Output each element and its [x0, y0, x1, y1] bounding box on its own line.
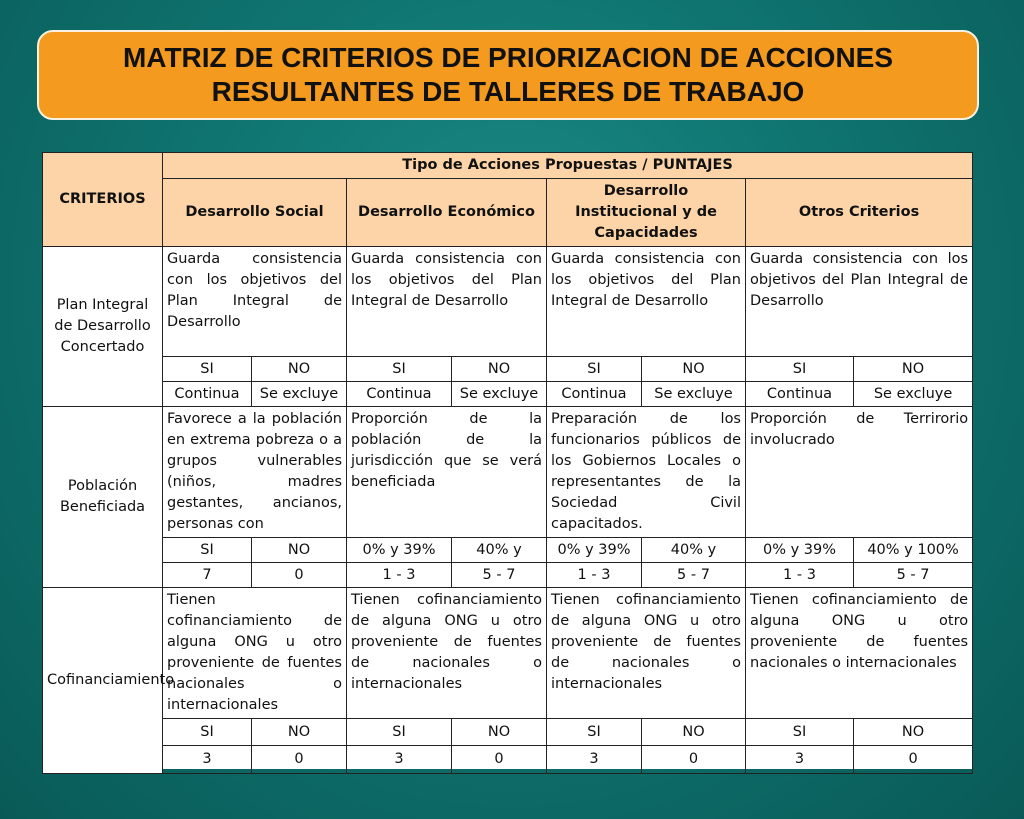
option-cell: NO [252, 538, 347, 563]
score-cell: 3 [347, 746, 452, 774]
score-cell: 0 [252, 746, 347, 774]
option-cell: NO [854, 357, 973, 382]
score-cell: 0 [252, 563, 347, 588]
option-cell: NO [252, 719, 347, 746]
score-cell: 3 [547, 746, 642, 774]
score-cell: Continua [163, 382, 252, 407]
score-cell: 1 - 3 [347, 563, 452, 588]
option-cell: NO [252, 357, 347, 382]
description-cell: Proporción de Terrirorio involucrado [746, 407, 973, 538]
score-cell: 5 - 7 [642, 563, 746, 588]
score-cell: 0 [642, 746, 746, 774]
group-header: Tipo de Acciones Propuestas / PUNTAJES [163, 153, 973, 179]
score-cell: 0 [452, 746, 547, 774]
description-cell: Tienen cofinanciamiento de alguna ONG u otro proveniente de fuentes nacionales o internacionales [746, 588, 973, 719]
criterios-header: CRITERIOS [43, 153, 163, 247]
description-cell: Favorece a la población en extrema pobreza o a grupos vulnerables (niños, madres gestantes, ancianos, personas con [163, 407, 347, 538]
score-cell: 3 [746, 746, 854, 774]
option-cell: NO [452, 719, 547, 746]
option-cell: 0% y 39% [347, 538, 452, 563]
option-cell: 40% y [452, 538, 547, 563]
option-cell: SI [163, 538, 252, 563]
score-cell: 5 - 7 [452, 563, 547, 588]
description-cell: Guarda consistencia con los objetivos del Plan Integral de Desarrollo [547, 247, 746, 357]
option-cell: NO [642, 719, 746, 746]
criteria-table [42, 152, 973, 774]
option-cell: 40% y [642, 538, 746, 563]
option-cell: NO [452, 357, 547, 382]
score-cell: Se excluye [642, 382, 746, 407]
option-cell: 40% y 100% [854, 538, 973, 563]
score-cell: 1 - 3 [746, 563, 854, 588]
option-cell: SI [347, 357, 452, 382]
title-line-1: MATRIZ DE CRITERIOS DE PRIORIZACION DE ACCIONES [122, 42, 894, 73]
column-header: Desarrollo Económico [347, 179, 547, 247]
description-cell: Guarda consistencia con los objetivos del Plan Integral de Desarrollo [163, 247, 347, 357]
title-banner [37, 30, 979, 120]
option-cell: SI [163, 357, 252, 382]
score-cell: Continua [746, 382, 854, 407]
criteria-matrix [42, 152, 972, 769]
option-cell: 0% y 39% [746, 538, 854, 563]
criterio-cell: Plan Integral de Desarrollo Concertado [43, 247, 163, 407]
score-cell: 5 - 7 [854, 563, 973, 588]
description-cell: Proporción de la población de la jurisdicción que se verá beneficiada [347, 407, 547, 538]
column-header: Desarrollo Institucional y de Capacidades [547, 179, 746, 247]
option-cell: SI [746, 357, 854, 382]
score-cell: Se excluye [854, 382, 973, 407]
option-cell: SI [746, 719, 854, 746]
description-cell: Preparación de los funcionarios públicos de los Gobiernos Locales o representantes de la Sociedad Civil capacitados. [547, 407, 746, 538]
description-cell: Guarda consistencia con los objetivos del Plan Integral de Desarrollo [347, 247, 547, 357]
option-cell: SI [547, 357, 642, 382]
criterio-cell: Cofinanciamiento [43, 588, 163, 774]
description-cell: Guarda consistencia con los objetivos del Plan Integral de Desarrollo [746, 247, 973, 357]
title-line-2: RESULTANTES DE TALLERES DE TRABAJO [211, 76, 805, 107]
column-header: Otros Criterios [746, 179, 973, 247]
score-cell: Se excluye [452, 382, 547, 407]
description-cell: Tienen cofinanciamiento de alguna ONG u otro proveniente de fuentes nacionales o internacionales [163, 588, 347, 719]
criterio-cell: Población Beneficiada [43, 407, 163, 588]
score-cell: 3 [163, 746, 252, 774]
column-header: Desarrollo Social [163, 179, 347, 247]
score-cell: 7 [163, 563, 252, 588]
option-cell: SI [347, 719, 452, 746]
option-cell: 0% y 39% [547, 538, 642, 563]
score-cell: Continua [347, 382, 452, 407]
score-cell: 1 - 3 [547, 563, 642, 588]
option-cell: NO [854, 719, 973, 746]
option-cell: SI [547, 719, 642, 746]
option-cell: NO [642, 357, 746, 382]
score-cell: 0 [854, 746, 973, 774]
score-cell: Se excluye [252, 382, 347, 407]
option-cell: SI [163, 719, 252, 746]
score-cell: Continua [547, 382, 642, 407]
description-cell: Tienen cofinanciamiento de alguna ONG u otro proveniente de fuentes de nacionales o internacionales [547, 588, 746, 719]
description-cell: Tienen cofinanciamiento de alguna ONG u otro proveniente de fuentes de nacionales o internacionales [347, 588, 547, 719]
